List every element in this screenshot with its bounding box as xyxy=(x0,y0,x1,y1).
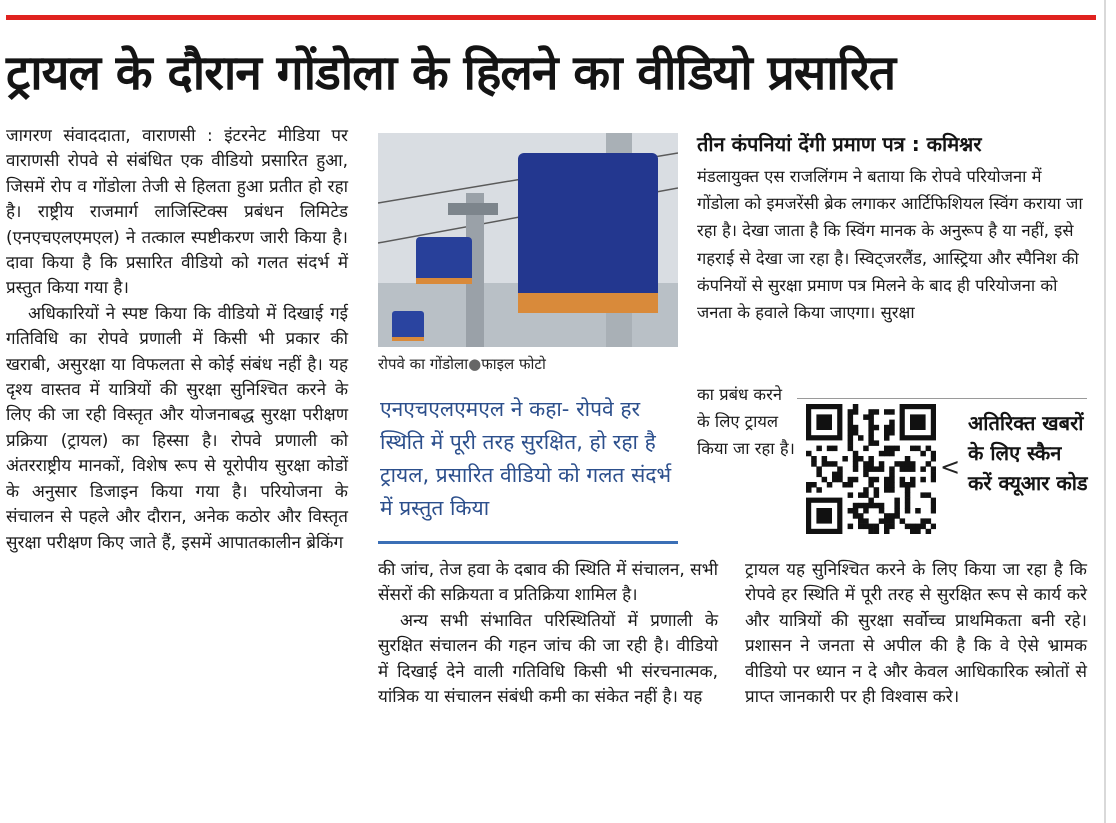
caption-separator: ● xyxy=(468,355,482,373)
pull-quote: एनएचएलएमएल ने कहा- रोपवे हर स्थिति में पूरी तरह सुरक्षित, हो रहा है ट्रायल, प्रसारित वीडियो को गलत संदर्भ में प्रस्तुत किया xyxy=(380,397,672,520)
top-red-bar xyxy=(6,15,1096,20)
arrow-left-icon: < xyxy=(940,453,961,481)
sidebar-body-continued: का प्रबंध करने के लिए ट्रायल किया जा रहा है। xyxy=(697,385,795,459)
pull-quote-rule xyxy=(378,541,678,544)
qr-divider xyxy=(797,398,1087,399)
article-column-1 xyxy=(6,124,348,556)
page-edge-rule xyxy=(1104,0,1106,823)
paragraph: ट्रायल यह सुनिश्चित करने के लिए किया जा रहा है कि रोपवे हर स्थिति में पूरी तरह से सुरक्षित रूप से कार्य करे और यात्रियों की सुरक्षा सर्वोच्च प्राथमिकता बनी रहे। प्रशासन ने जनता से अपील की है कि वे ऐसे भ्रामक वीडियो पर ध्यान न दे और केवल आधिकारिक स्त्रोतों से प्राप्त जानकारी पर ही विश्वास करे। xyxy=(745,560,1087,708)
photo-caption xyxy=(378,353,678,375)
article-column-3 xyxy=(745,558,1087,710)
paragraph: की जांच, तेज हवा के दबाव की स्थिति में संचालन, सभी सेंसरों की सक्रियता व प्रतिक्रिया शामिल है। xyxy=(378,560,718,606)
article-column-2 xyxy=(378,558,718,710)
gondola-photo-illustration xyxy=(378,133,678,347)
paragraph: अन्य सभी संभावित परिस्थितियों में प्रणाली के सुरक्षित संचालन की गहन जांच की जा रही है। वीडियो में दिखाई देने वाली गतिविधि किसी भी संरचनात्मक, यांत्रिक या संचालन संबंधी कमी का संकेत नहीं है। यह xyxy=(378,610,718,708)
qr-code-icon[interactable] xyxy=(806,404,936,534)
gondola-photo xyxy=(378,133,678,347)
headline: ट्रायल के दौरान गोंडोला के हिलने का वीडियो प्रसारित xyxy=(6,45,896,101)
paragraph: अधिकारियों ने स्पष्ट किया कि वीडियो में दिखाई गई गतिविधि का रोपवे प्रणाली में किसी भी प्रकार की खराबी, असुरक्षा या विफलता से कोई संबंध नहीं है। यह दृश्य वास्तव में यात्रियों की सुरक्षा सुनिश्चित करने के लिए की जा रही विस्तृत और योजनाबद्ध सुरक्षा परीक्षण प्रक्रिया (ट्रायल) का हिस्सा है। रोपवे प्रणाली को अंतरराष्ट्रीय मानकों, विशेष रूप से यूरोपीय सुरक्षा कोडों के अनुसार डिजाइन किया गया है। परियोजना के संचालन से पहले और दौरान, अनेक कठोर और विस्तृत सुरक्षा परीक्षण किए जाते हैं, इसमें आपातकालीन ब्रेकिंग xyxy=(6,303,348,553)
qr-promo-text: अतिरिक्त खबरों के लिए स्कैन करें क्यूआर कोड xyxy=(968,411,1088,495)
sidebar-body: मंडलायुक्त एस राजलिंगम ने बताया कि रोपवे परियोजना में गोंडोला को इमजरेंसी ब्रेक लगाकर आर्टिफिशियल स्विंग कराया जा रहा है। देखा जाता है कि स्विंग मानक के अनुरूप है या नहीं, इसे गहराई से देखा जा रहा है। स्विट्जरलैंड, आस्ट्रिया और स्पैनिश की कंपनियों से सुरक्षा प्रमाण पत्र मिलने के बाद ही परियोजना को जनता के हवाले किया जाएगा। सुरक्षा xyxy=(697,167,1083,323)
sidebar-heading: तीन कंपनियां देंगी प्रमाण पत्र : कमिश्नर xyxy=(697,132,982,156)
caption-credit: फाइल फोटो xyxy=(481,355,546,373)
paragraph: जागरण संवाददाता, वाराणसी : इंटरनेट मीडिया पर वाराणसी रोपवे से संबंधित एक वीडियो प्रसारित हुआ, जिसमें रोप व गोंडोला तेजी से हिलता हुआ प्रतीत हो रहा है। राष्ट्रीय राजमार्ग लाजिस्टिक्स प्रबंधन लिमिटेड (एनएचएलएमएल) ने तत्काल स्पष्टीकरण जारी किया है। दावा किया है कि प्रसारित वीडियो को गलत संदर्भ में प्रस्तुत किया गया है। xyxy=(6,126,348,299)
caption-label: रोपवे का गोंडोला xyxy=(378,355,469,373)
